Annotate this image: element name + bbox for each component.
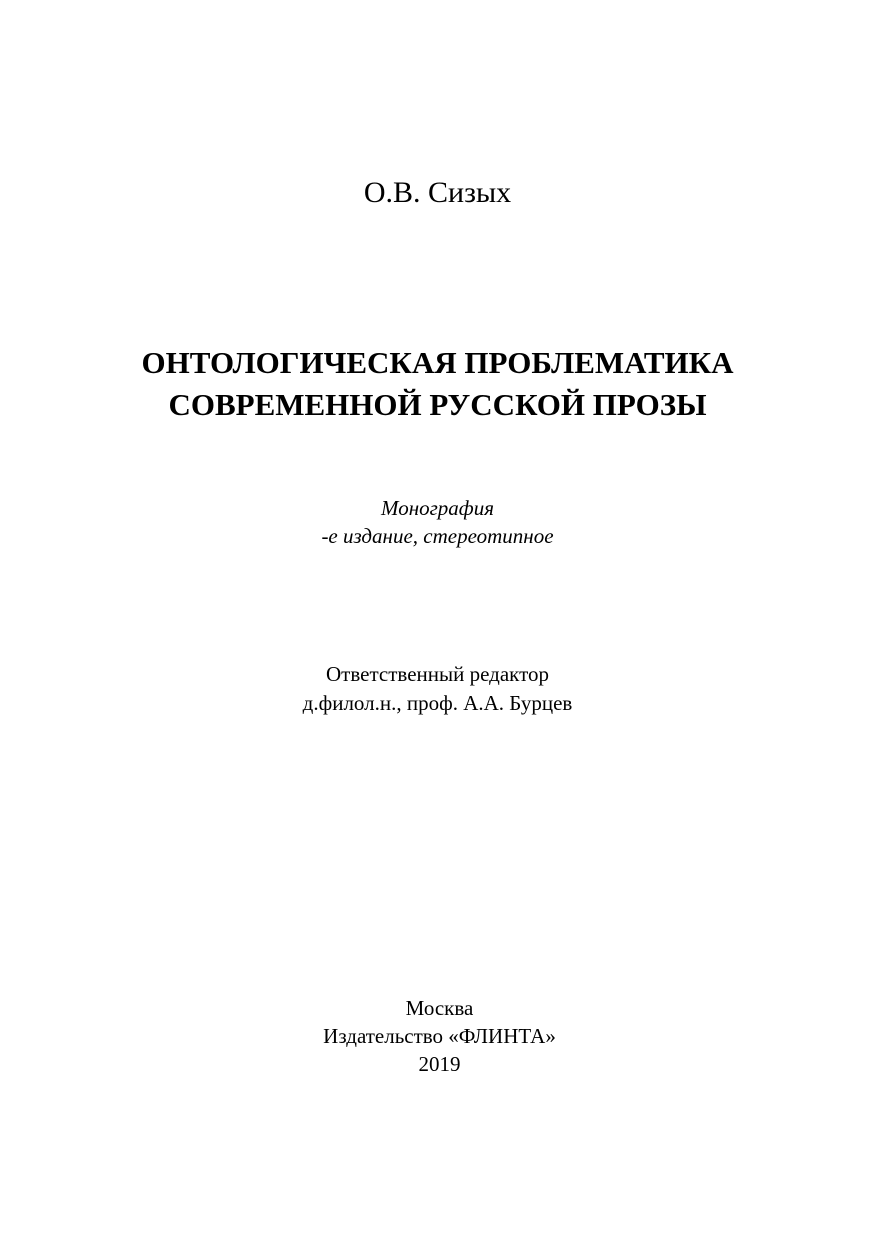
book-title-line-1: ОНТОЛОГИЧЕСКАЯ ПРОБЛЕМАТИКА [141, 345, 734, 380]
imprint-publisher: Издательство «ФЛИНТА» [323, 1024, 556, 1048]
edition-note: -е издание, стереотипное [321, 524, 554, 548]
editor-name: д.филол.н., проф. А.А. Бурцев [302, 691, 573, 715]
book-title-line-2: СОВРЕМЕННОЙ РУССКОЙ ПРОЗЫ [168, 387, 707, 422]
author-name: О.В. Сизых [363, 176, 512, 209]
imprint-year: 2019 [418, 1052, 461, 1076]
publication-type: Монография [381, 496, 494, 520]
imprint-city: Москва [405, 996, 474, 1020]
editor-role: Ответственный редактор [326, 662, 549, 686]
